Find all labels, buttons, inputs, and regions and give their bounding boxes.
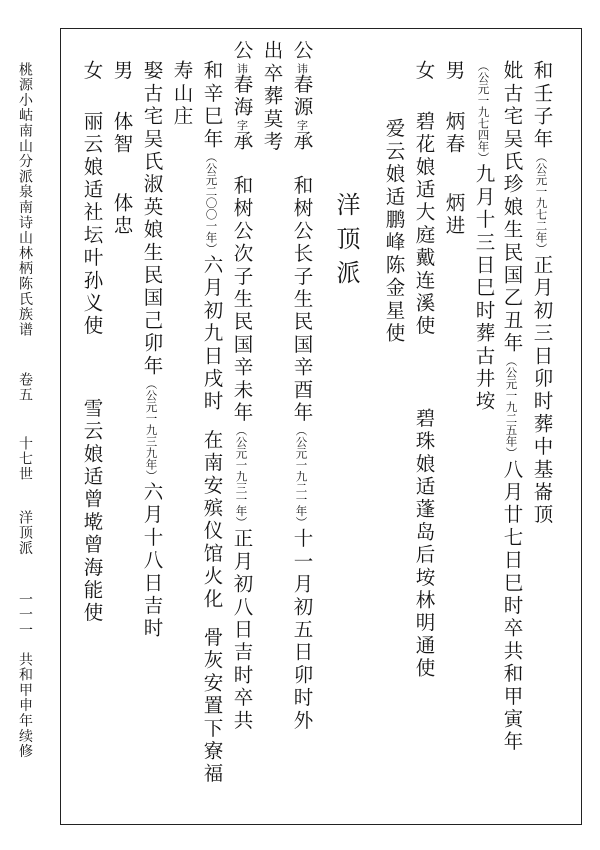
text-column-14-daughters (82, 60, 102, 625)
text-run: 承 (290, 130, 314, 153)
generation-label: 十七世 (17, 436, 33, 482)
daughter-entry: 碧花娘适大庭戴连溪使 (412, 110, 436, 338)
text-run: 六月十八日吉时 (140, 481, 164, 641)
person-name: 春海 (230, 73, 254, 120)
text-run: 九月十三日巳时葬古井垵 (472, 163, 496, 414)
edition-label: 共和甲申年续修 (17, 652, 33, 760)
text-run: 和树公次子生民国辛未年 (230, 174, 254, 425)
text-column-12 (142, 60, 162, 640)
text-run: 寿山庄 (170, 60, 194, 129)
text-run: 八月廿七日巳时卒共和甲寅年 (500, 458, 524, 754)
branch-label: 洋顶派 (17, 510, 33, 556)
page-number: 一一一 (17, 592, 33, 638)
text-column-5-daughters (414, 60, 434, 680)
volume-label: 卷五 (17, 372, 33, 403)
text-run: 公 (230, 40, 254, 63)
hui-mark: 讳 (235, 62, 249, 74)
son-name: 炳春 (442, 110, 466, 157)
sons-label: 男 (110, 60, 134, 83)
zi-mark: 字 (295, 119, 309, 131)
zi-mark: 字 (235, 119, 249, 131)
text-column-13-sons (112, 60, 132, 238)
text-run: 骨灰安置下寮福 (200, 626, 224, 786)
text-run: 和树公长子生民国辛酉年 (290, 174, 314, 425)
section-title: 洋顶派 (332, 192, 360, 294)
text-run: 妣古宅吴氏珍娘生民国乙丑年 (500, 60, 524, 356)
text-column-4-sons (444, 60, 464, 238)
gregorian-note: （公元一九二一年） (294, 424, 309, 529)
daughters-label: 女 (412, 60, 436, 83)
text-run: 和壬子年 (530, 60, 554, 151)
text-run: 在南安殡仪馆火化 (200, 429, 224, 611)
text-column-11 (172, 60, 192, 128)
daughters-label: 女 (80, 60, 104, 83)
daughter-entry: 碧珠娘适蓬岛后垵林明通使 (412, 407, 436, 681)
text-run: 正月初三日卯时葬中基崙顶 (530, 254, 554, 527)
text-run: 公 (290, 40, 314, 63)
text-run: 承 (230, 130, 254, 153)
gregorian-note: （公元一九三九年） (144, 377, 159, 482)
text-run: 娶古宅吴氏淑英娘生民国己卯年 (140, 60, 164, 378)
text-column-7 (292, 40, 312, 732)
text-column-8 (262, 40, 282, 154)
daughter-entry: 雪云娘适曾墘曾海能使 (80, 397, 104, 625)
gregorian-note: （公元一九七四年） (476, 60, 491, 164)
daughter-entry: 爱云娘适鹏峰陈金星使 (382, 118, 406, 345)
gregorian-note: （公元一九三一年） (234, 424, 249, 529)
son-name: 炳进 (442, 192, 466, 238)
book-title: 桃源小岵南山分派泉南诗山林柄陈氏族谱 (17, 62, 33, 338)
daughter-entry: 丽云娘适社坛叶孙义使 (80, 110, 104, 338)
text-column-10 (202, 60, 222, 786)
text-run: 和辛巳年 (200, 60, 224, 151)
text-column-2 (502, 60, 522, 754)
text-column-1 (532, 60, 552, 527)
text-column-9 (232, 40, 252, 732)
gregorian-note: （公元二〇〇一年） (204, 150, 219, 255)
text-column-3 (474, 60, 494, 413)
text-run: 出卒葬莫考 (260, 40, 284, 154)
gregorian-note: （公元一九七二年） (534, 150, 549, 255)
person-name: 春源 (290, 73, 314, 120)
sons-label: 男 (442, 60, 466, 83)
text-column-6 (384, 118, 404, 345)
text-run: 十一月初五日卯时外 (290, 528, 314, 733)
text-run: 六月初九日戌时 (200, 254, 224, 414)
son-name: 体智 (110, 110, 134, 157)
hui-mark: 讳 (295, 62, 309, 74)
son-name: 体忠 (110, 192, 134, 238)
gregorian-note: （公元一九二五年） (504, 355, 519, 459)
text-run: 正月初八日吉时卒共 (230, 528, 254, 733)
